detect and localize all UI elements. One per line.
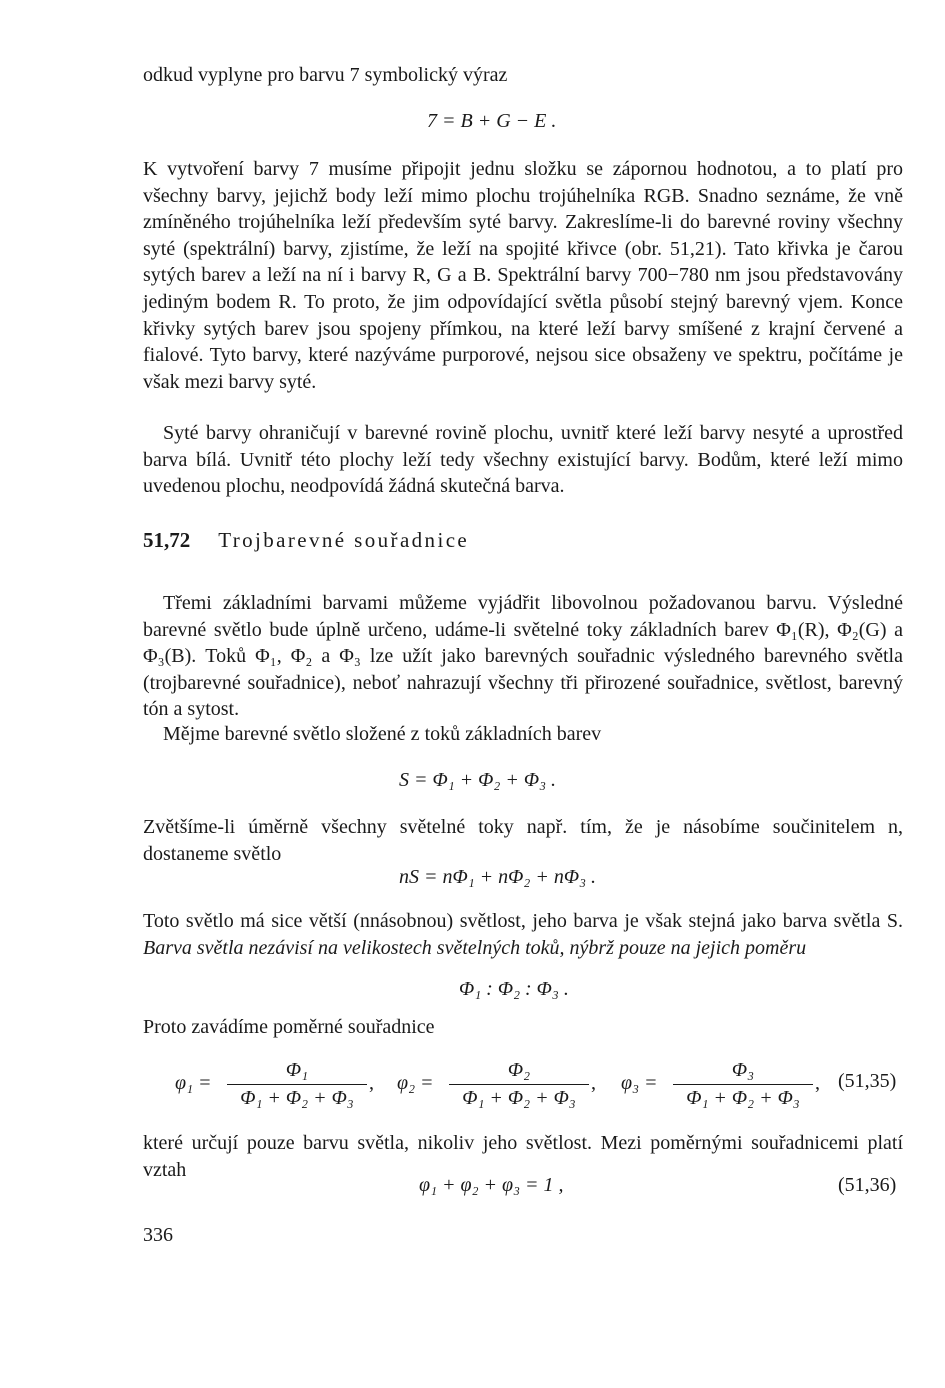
equation-2 bbox=[143, 765, 903, 795]
section-number: 51,72 bbox=[143, 528, 191, 552]
eq5-den-3: Φ₁ + Φ₂ + Φ₃ bbox=[686, 1087, 800, 1109]
page-number: 336 bbox=[143, 1224, 173, 1246]
eq5-fraction-3 bbox=[673, 1058, 813, 1111]
eq5-fraction-2 bbox=[449, 1058, 589, 1111]
paragraph-7: Proto zavádíme poměrné souřadnice bbox=[143, 1016, 435, 1038]
equation-3-text: nS = nΦ₁ + nΦ₂ + nΦ₃ . bbox=[399, 866, 597, 888]
eq5-fraction-1 bbox=[227, 1058, 367, 1111]
equation-4-text: Φ₁ : Φ₂ : Φ₃ . bbox=[459, 978, 569, 1000]
paragraph-1 bbox=[143, 156, 903, 395]
equation-1-text: 7 = B + G − E . bbox=[427, 110, 557, 132]
equation-4 bbox=[143, 974, 903, 1004]
eq5-den-1: Φ₁ + Φ₂ + Φ₃ bbox=[240, 1087, 354, 1109]
paragraph-6 bbox=[143, 908, 903, 961]
paragraph-1-text: K vytvoření barvy 7 musíme připojit jednu složku se zápornou hodnotou, a to platí pro všechny barvy, jejichž body leží mimo plochu trojúhelníka RGB. Snadno seznáme, že vně zmíněného trojúhelníka leží především syté barvy. Zakreslíme-li do barevné roviny všechny syté (spektrální) barvy, zjistíme, že leží na spojité křivce (obr. 51,21). Tato křivka je čarou sytých barev a leží na ní i barvy R, G a B. Spektrální barvy 700−780 nm jsou představovány jediným bodem R. To proto, že jim odpovídající světla působí stejný barevný vjem. Konce křivky sytých barev jsou spojeny přímkou, na které leží barvy smíšené z krajní červené a fialové. Tyto barvy, které nazýváme purporové, nejsou sice obsaženy ve spektru, počítáme je však mezi barvy syté. bbox=[143, 158, 903, 393]
eq5-label: (51,35) bbox=[838, 1070, 897, 1092]
section-title: Trojbarevné souřadnice bbox=[218, 528, 470, 552]
paragraph-2: Syté barvy ohraničují v barevné rovině plochu, uvnitř které leží barvy nesyté a uprostřed barva bílá. Uvnitř této plochy leží tedy všechny existující barvy. Bodům, které leží mimo uvedenou plochu, neodpovídá žádná skutečná barva. bbox=[143, 422, 903, 498]
paragraph-3: Třemi základními barvami můžeme vyjádřit libovolnou požadovanou barvu. Výsledné barevné světlo bude úplně určeno, udáme-li světelné toky základních barev Φ₁(R), Φ₂(G) a Φ₃(B). Toků Φ₁, Φ₂ a Φ₃ lze užít jako barevných souřadnic výsledného barevného světla (trojbarevné souřadnice), neboť nahrazují všechny tři přirozené souřadnice, světlost, barevný tón a sytost. bbox=[143, 592, 903, 721]
equation-5: φ₁ = $\frac{\text{Φ₁}}{\text{Φ₁ + Φ₂ + Φ₃}}$ , φ₂ = $\frac{\text{Φ₂}}{\text{Φ₁ + Φ₂ + Φ₃}}$ , φ₃ = $\frac{\text{Φ₃}}{\text{Φ₁ + Φ₂ + Φ₃}}$ , (51,35) bbox=[175, 1059, 897, 1109]
eq5-phi2: φ₂ = bbox=[397, 1072, 434, 1094]
paragraph-5: Zvětšíme-li úměrně všechny světelné toky např. tím, že je násobíme součinitelem n, dostaneme světlo bbox=[143, 816, 903, 865]
equation-6 bbox=[143, 1170, 903, 1200]
equation-6-text: φ₁ + φ₂ + φ₃ = 1 , bbox=[419, 1174, 564, 1196]
eq5-phi3: φ₃ = bbox=[621, 1072, 658, 1094]
paragraph-4: Mějme barevné světlo složené z toků základních barev bbox=[163, 723, 602, 745]
intro-line: odkud vyplyne pro barvu 7 symbolický výraz bbox=[143, 64, 508, 86]
section-heading bbox=[143, 528, 469, 553]
paragraph-6-italic: Barva světla nezávisí na velikostech světelných toků, nýbrž pouze na jejich poměru bbox=[143, 936, 807, 959]
equation-3 bbox=[143, 862, 903, 892]
equation-2-text: S = Φ₁ + Φ₂ + Φ₃ . bbox=[399, 769, 557, 791]
eq5-den-2: Φ₁ + Φ₂ + Φ₃ bbox=[462, 1087, 576, 1109]
eq5-num-2: Φ₂ bbox=[449, 1058, 589, 1085]
equation-1 bbox=[143, 106, 903, 136]
eq5-phi1: φ₁ = bbox=[175, 1072, 212, 1094]
eq5-num-3: Φ₃ bbox=[673, 1058, 813, 1085]
equation-6-label: (51,36) bbox=[838, 1174, 897, 1196]
paragraph-6-plain: Toto světlo má sice větší (nnásobnou) světlost, jeho barva je však stejná jako barva světla S. bbox=[143, 910, 903, 932]
eq5-num-1: Φ₁ bbox=[227, 1058, 367, 1085]
paragraph-8: které určují pouze barvu světla, nikoliv jeho světlost. Mezi poměrnými souřadnicemi platí vztah bbox=[143, 1132, 903, 1181]
